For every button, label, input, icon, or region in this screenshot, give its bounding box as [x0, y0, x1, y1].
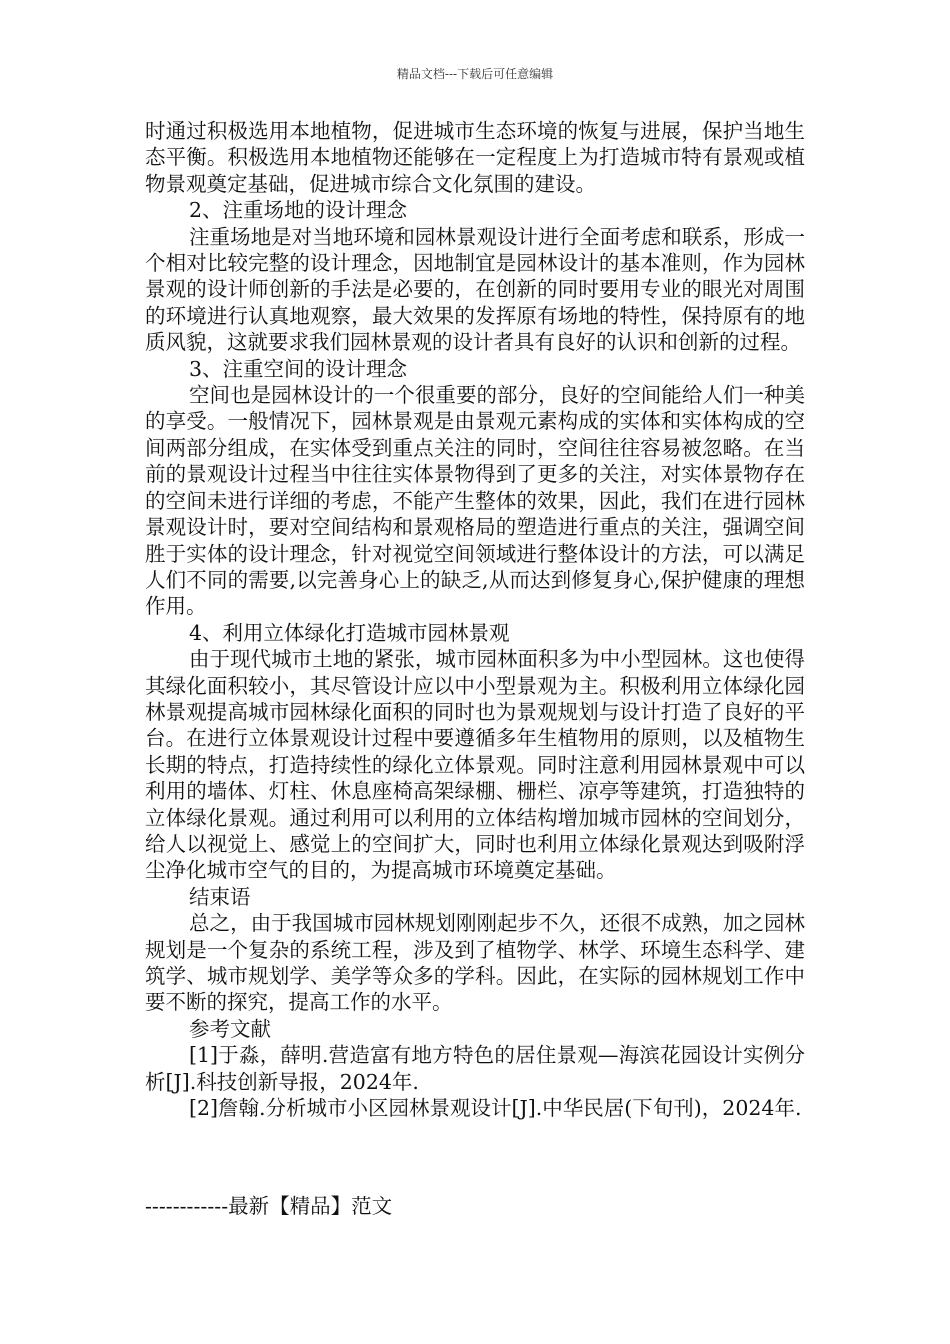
- section-heading-conclusion: 结束语: [189, 884, 251, 909]
- reference-item: [2]詹翰.分析城市小区园林景观设计[J].中华民居(下旬刊)，2024年.: [189, 1096, 802, 1121]
- section-heading-vertical-greening: 4、利用立体绿化打造城市园林景观: [189, 620, 510, 645]
- section-heading-space-design: 3、注重空间的设计理念: [189, 356, 408, 381]
- page-header: 精品文档---下载后可任意编辑: [396, 67, 554, 81]
- paragraph-continuation: 时通过积极选用本地植物，促进城市生态环境的恢复与进展，保护当地生态平衡。积极选用本地植物还能够在一定程度上为打造城市特有景观或植物景观奠定基础，促进城市综合文化氛围的建设。: [145, 119, 805, 196]
- paragraph-vertical-greening: 由于现代城市土地的紧张，城市园林面积多为中小型园林。这也使得其绿化面积较小，其尽管设计应以中小型景观为主。积极利用立体绿化园林景观提高城市园林绿化面积的同时也为景观规划与设计打造了良好的平台。在进行立体景观设计过程中要遵循多年生植物用的原则，以及植物生长期的特点，打造持续性的绿化立体景观。同时注意利用园林景观中可以利用的墙体、灯柱、休息座椅高架绿棚、栅栏、凉亭等建筑，打造独特的立体绿化景观。通过利用可以利用的立体结构增加城市园林的空间划分，给人以视觉上、感觉上的空间扩大，同时也利用立体绿化景观达到吸附浮尘净化城市空气的目的，为提高城市环境奠定基础。: [145, 647, 805, 883]
- paragraph-conclusion: 总之，由于我国城市园林规划刚刚起步不久，还很不成熟，加之园林规划是一个复杂的系统工程，涉及到了植物学、林学、环境生态科学、建筑学、城市规划学、美学等众多的学科。因此，在实际的园林规划工作中要不断的探究，提高工作的水平。: [145, 911, 805, 1015]
- paragraph-site-design: 注重场地是对当地环境和园林景观设计进行全面考虑和联系，形成一个相对比较完整的设计理念，因地制宜是园林设计的基本准则，作为园林景观的设计师创新的手法是必要的，在创新的同时要用专业的眼光对周围的环境进行认真地观察，最大效果的发挥原有场地的特性，保持原有的地质风貌，这就要求我们园林景观的设计者具有良好的认识和创新的过程。: [145, 224, 805, 355]
- paragraph-space-design: 空间也是园林设计的一个很重要的部分，良好的空间能给人们一种美的享受。一般情况下，园林景观是由景观元素构成的实体和实体构成的空间两部分组成，在实体受到重点关注的同时，空间往往容易被忽略。在当前的景观设计过程当中往往实体景物得到了更多的关注，对实体景物存在的空间未进行详细的考虑，不能产生整体的效果，因此，我们在进行园林景观设计时，要对空间结构和景观格局的塑造进行重点的关注，强调空间胜于实体的设计理念，针对视觉空间领域进行整体设计的方法，可以满足人们不同的需要,以完善身心上的缺乏,从而达到修复身心,保护健康的理想作用。: [145, 383, 805, 619]
- section-heading-references: 参考文献: [189, 1016, 271, 1041]
- document-body: [145, 118, 805, 1121]
- page-footer: ------------最新【精品】范文: [145, 1194, 393, 1218]
- section-heading-site-design: 2、注重场地的设计理念: [189, 198, 408, 223]
- reference-item: [1]于淼，薛明.营造富有地方特色的居住景观—海滨花园设计实例分析[J].科技创新导报，2024年.: [145, 1043, 805, 1094]
